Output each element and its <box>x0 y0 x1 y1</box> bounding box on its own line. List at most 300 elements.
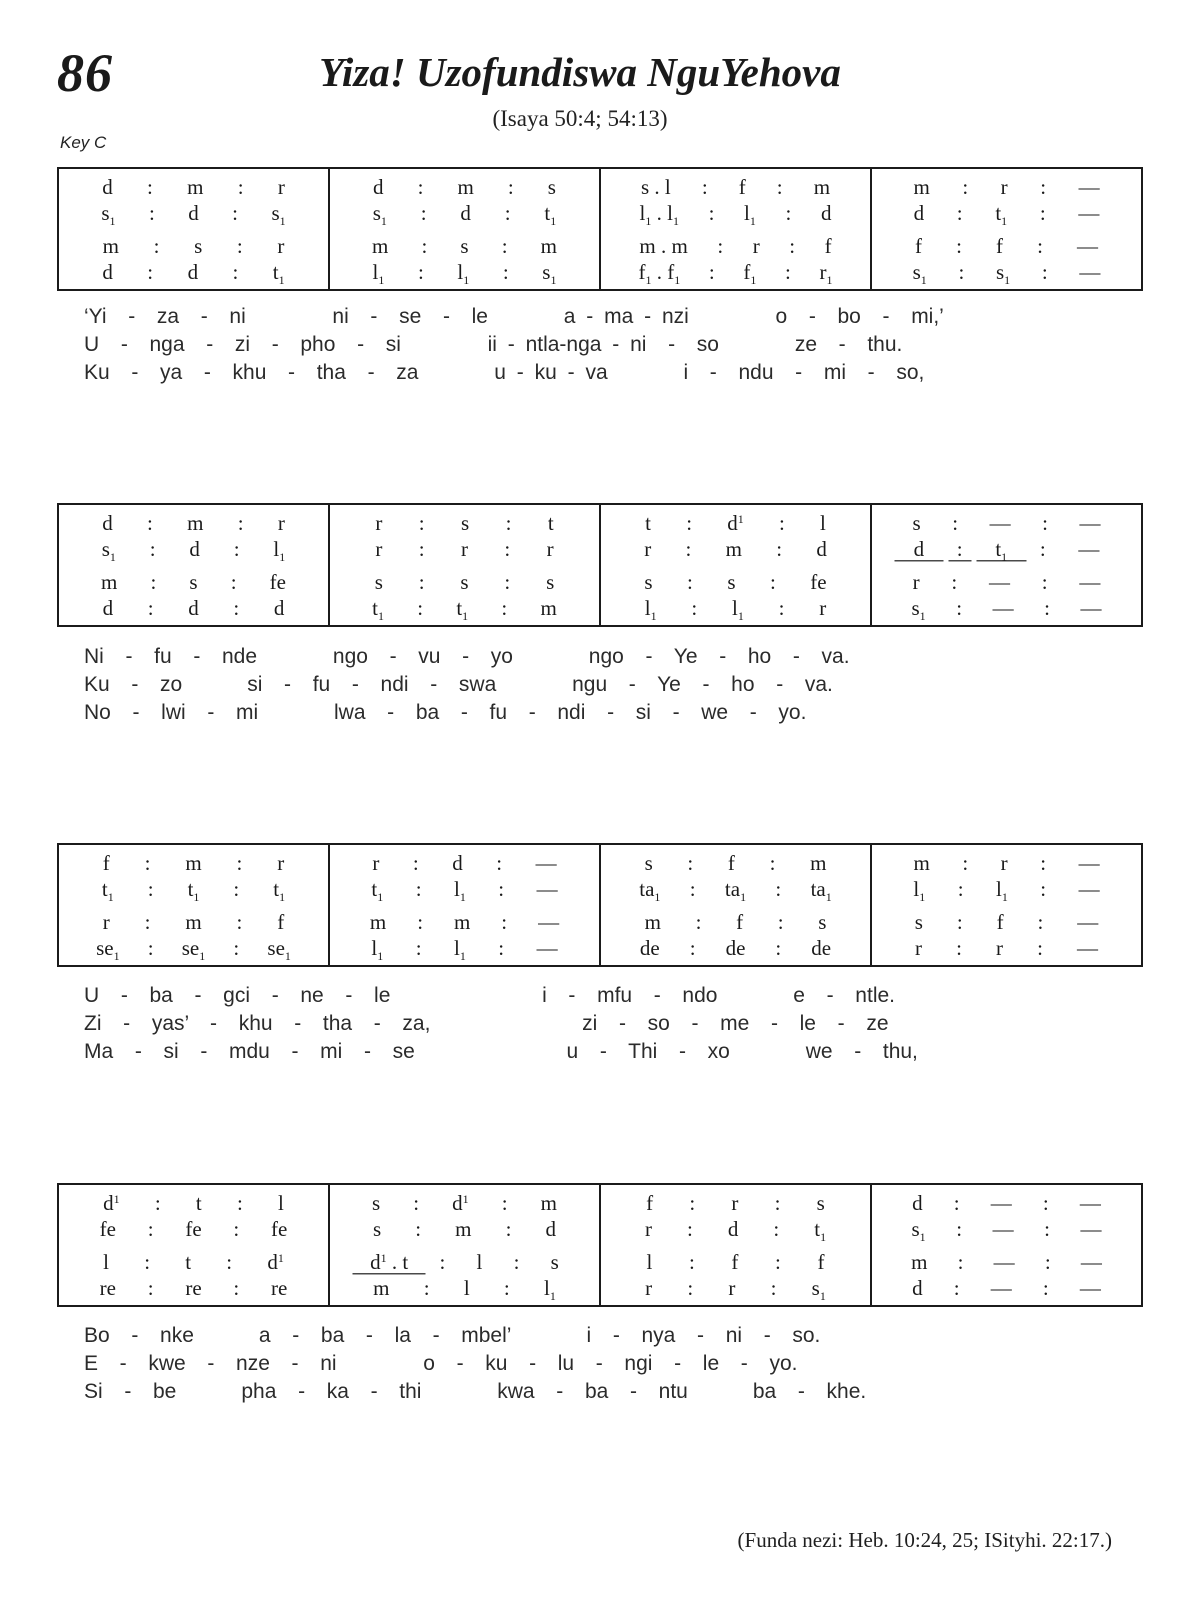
beat-colon-separator: : <box>957 1249 964 1274</box>
beat-colon-separator: : <box>1039 536 1046 561</box>
song-title: Yiza! Uzofundiswa NguYehova <box>319 49 841 95</box>
solfa-note: r <box>645 1275 653 1300</box>
soprano-row <box>892 510 1121 536</box>
beat-colon-separator: : <box>504 536 511 561</box>
solfa-note: s <box>912 510 921 535</box>
solfa-note: $l_1$ <box>913 876 926 904</box>
lyrics-block-1 <box>84 303 1154 387</box>
solfa-note: $f_1$ . $f_1$ <box>638 259 681 287</box>
beat-colon-separator: : <box>417 595 424 620</box>
solfa-note: m <box>102 233 119 258</box>
beat-colon-separator: : <box>149 536 156 561</box>
continuation-dash: — <box>1079 1190 1101 1215</box>
beat-colon-separator: : <box>233 935 240 960</box>
soprano-row <box>79 510 308 536</box>
beat-colon-separator: : <box>770 1275 777 1300</box>
tenor-row <box>621 909 850 935</box>
solfa-note: $t_1$ <box>101 876 114 904</box>
solfa-note: s <box>914 909 923 934</box>
beat-colon-separator: : <box>418 510 425 535</box>
beat-colon-separator: : <box>769 850 776 875</box>
beat-colon-separator: : <box>418 536 425 561</box>
beat-colon-separator: : <box>504 569 511 594</box>
beat-colon-separator: : <box>513 1249 520 1274</box>
bass-row <box>79 1275 308 1301</box>
solfa-note: d <box>372 174 384 199</box>
alto-row <box>350 876 579 902</box>
solfa-note: l <box>646 1249 653 1274</box>
beat-colon-separator: : <box>686 1216 693 1241</box>
measure <box>872 845 1141 965</box>
solfa-note: d <box>912 1275 923 1300</box>
solfa-note: t <box>645 510 651 535</box>
beat-colon-separator: : <box>962 850 969 875</box>
beat-colon-separator: : <box>226 1249 233 1274</box>
solfa-note: t <box>185 1249 192 1274</box>
solfa-note: $s_1$ <box>101 536 116 564</box>
solfa-note: m <box>373 1275 390 1300</box>
solfa-note: $t_1$ <box>273 876 286 904</box>
soprano-row <box>892 174 1121 200</box>
solfa-note: d <box>188 200 199 225</box>
beat-colon-separator: : <box>774 1190 781 1215</box>
beat-colon-separator: : <box>956 909 963 934</box>
beat-colon-separator: : <box>504 200 511 225</box>
solfa-note: $t_1$ <box>974 538 1029 560</box>
soprano-row <box>350 174 579 200</box>
solfa-note: $s_1$ <box>911 595 926 623</box>
solfa-note: de <box>639 935 660 960</box>
beat-colon-separator: : <box>1037 233 1043 258</box>
solfa-note: s <box>374 569 383 594</box>
tenor-row <box>621 1249 850 1275</box>
beat-colon-separator: : <box>421 233 428 258</box>
solfa-note: de <box>811 935 832 960</box>
solfa-note: s <box>189 569 198 594</box>
tenor-row <box>79 909 308 935</box>
alto-row <box>350 200 579 226</box>
continuation-dash: — <box>536 935 558 960</box>
solfa-note: m <box>187 510 204 535</box>
continuation-dash: — <box>988 569 1010 594</box>
beat-colon-separator: : <box>717 233 724 258</box>
lyric-line: No - lwi - mi lwa - ba - fu - ndi - si - we - yo. <box>84 701 807 724</box>
beat-colon-separator: : <box>501 1190 508 1215</box>
bass-row <box>350 259 579 285</box>
alto-row <box>892 876 1121 902</box>
solfa-note: $t_1$ <box>995 200 1008 228</box>
beat-colon-separator: : <box>147 259 154 284</box>
beat-colon-separator: : <box>233 536 240 561</box>
scripture-reference: (Isaya 50:4; 54:13) <box>492 106 668 131</box>
solfa-note: $d^1$ <box>103 1190 120 1215</box>
solfa-note: s <box>460 233 469 258</box>
beat-colon-separator: : <box>773 1216 780 1241</box>
bass-row <box>79 935 308 961</box>
tenor-row <box>892 909 1121 935</box>
beat-colon-separator: : <box>951 569 958 594</box>
solfa-note: $d^1$ <box>267 1249 284 1274</box>
beat-colon-separator: : <box>150 569 157 594</box>
bass-row <box>892 595 1121 621</box>
soprano-row <box>621 850 850 876</box>
solfa-note: m <box>457 174 474 199</box>
solfa-note: re <box>271 1275 288 1300</box>
solfa-note: $l_1$ <box>453 935 466 963</box>
solfa-note: de <box>725 935 746 960</box>
solfa-note: d <box>892 538 946 560</box>
continuation-dash: — <box>1079 259 1101 284</box>
solfa-note: d <box>188 595 199 620</box>
lyric-line: Ni - fu - nde ngo - vu - yo ngo - Ye - ho - va. <box>84 645 850 668</box>
beat-colon-separator: : <box>695 909 702 934</box>
measure <box>872 1185 1141 1305</box>
solfa-note: re <box>99 1275 116 1300</box>
solfa-note: m <box>810 850 827 875</box>
solfa-note: $s_1$ <box>372 200 387 228</box>
solfa-note: $se_1$ <box>96 935 120 963</box>
solfa-note: $l_1$ <box>371 935 384 963</box>
solfa-note: f <box>731 1249 739 1274</box>
solfa-note: f <box>996 909 1004 934</box>
solfa-note: m <box>540 233 557 258</box>
alto-row <box>892 200 1121 226</box>
solfa-note: f <box>727 850 735 875</box>
measure <box>330 845 601 965</box>
beat-colon-separator: : <box>1040 876 1047 901</box>
solfa-note: m <box>540 1190 557 1215</box>
beat-colon-separator: : <box>956 1216 963 1241</box>
beat-colon-separator: : <box>418 569 425 594</box>
beat-colon-separator: : <box>1037 909 1044 934</box>
continuation-dash: — <box>1078 850 1100 875</box>
beat-colon-separator: : <box>958 259 965 284</box>
solfa-note: m <box>453 909 471 934</box>
beat-colon-separator: : <box>701 174 708 199</box>
solfa-note: $l_1$ <box>644 595 657 623</box>
solfa-note: m <box>455 1216 472 1241</box>
continuation-dash: — <box>1079 1275 1101 1300</box>
soprano-row <box>621 174 850 200</box>
tenor-row <box>350 233 579 259</box>
measure <box>59 845 330 965</box>
lyric-line: Si - be pha - ka - thi kwa - ba - ntu ba - khe. <box>84 1380 867 1403</box>
soprano-row <box>621 510 850 536</box>
solfa-note: $l_1$ <box>372 259 385 287</box>
solfa-note: d <box>820 200 832 225</box>
lyric-line: Ku - ya - khu - tha - za u - ku - va i - ndu - mi - so, <box>84 361 925 384</box>
beat-colon-separator: : <box>708 259 715 284</box>
beat-colon-separator: : <box>233 876 240 901</box>
beat-colon-separator: : <box>147 1216 154 1241</box>
solfa-note: s <box>550 1249 559 1274</box>
solfa-note: s <box>644 569 653 594</box>
solfa-note: d <box>727 1216 739 1241</box>
solfa-note: $s_1$ <box>811 1275 826 1303</box>
solfa-note: r <box>752 233 760 258</box>
beat-colon-separator: : <box>232 200 239 225</box>
solfa-note: d <box>273 595 285 620</box>
alto-row <box>621 876 850 902</box>
solfa-note: r <box>996 935 1003 960</box>
solfa-note: s <box>547 174 556 199</box>
alto-row <box>79 200 308 226</box>
solfa-note: r <box>277 174 285 199</box>
beat-colon-separator: : <box>946 538 974 560</box>
solfa-note: m <box>644 909 661 934</box>
alto-row <box>79 1216 308 1242</box>
solfa-note: m <box>369 909 387 934</box>
solfa-note: l <box>476 1249 483 1274</box>
beat-colon-separator: : <box>685 536 692 561</box>
beat-colon-separator: : <box>956 200 963 225</box>
beat-colon-separator: : <box>236 233 243 258</box>
beat-colon-separator: : <box>953 1190 960 1215</box>
solfa-note: $f_1$ <box>743 259 757 287</box>
tenor-row <box>892 233 1121 259</box>
solfa-note: d <box>189 536 200 561</box>
beat-colon-separator: : <box>784 259 791 284</box>
beat-colon-separator: : <box>417 909 424 934</box>
beat-colon-separator: : <box>230 569 237 594</box>
beat-colon-separator: : <box>708 200 715 225</box>
beat-colon-separator: : <box>777 909 784 934</box>
alto-row <box>79 536 308 562</box>
solfa-note: $l_1$ <box>457 259 470 287</box>
solfa-note: m <box>101 569 118 594</box>
soprano-row <box>350 850 579 876</box>
beat-colon-separator: : <box>1042 1190 1049 1215</box>
beat-colon-separator: : <box>689 935 696 960</box>
beat-colon-separator: : <box>1042 510 1048 535</box>
solfa-note: s <box>371 1190 381 1215</box>
solfa-note: fe <box>810 569 827 594</box>
beat-colon-separator: : <box>496 850 503 875</box>
lyrics-block-4 <box>84 1322 1154 1406</box>
solfa-note: m <box>911 1249 928 1274</box>
solfa-note: s <box>194 233 203 258</box>
solfa-note: l <box>820 510 826 535</box>
soprano-row <box>350 510 579 536</box>
solfa-note: d <box>102 510 113 535</box>
soprano-row <box>621 1190 850 1216</box>
solfa-note: $ta_1$ <box>639 876 661 904</box>
continuation-dash: — <box>1078 536 1100 561</box>
beat-colon-separator: : <box>956 233 962 258</box>
beat-colon-separator: : <box>420 200 427 225</box>
solfa-note: f <box>817 1249 825 1274</box>
beat-colon-separator: : <box>237 510 244 535</box>
solfa-note: r <box>277 233 285 258</box>
solfa-note: f <box>824 233 832 258</box>
solfa-note: f <box>102 850 110 875</box>
solfa-note: $l_1$ <box>273 536 286 564</box>
solfa-note: fe <box>185 1216 202 1241</box>
beat-colon-separator: : <box>147 876 154 901</box>
measure <box>330 169 601 289</box>
continuation-dash: — <box>535 850 557 875</box>
solfa-note: f <box>915 233 922 258</box>
beat-colon-separator: : <box>1039 200 1046 225</box>
beat-colon-separator: : <box>789 233 796 258</box>
solfa-note: s <box>818 909 827 934</box>
beat-colon-separator: : <box>505 1216 512 1241</box>
solfa-note: $t_1$ <box>272 259 285 287</box>
beat-colon-separator: : <box>501 595 508 620</box>
solfa-note: l <box>463 1275 470 1300</box>
beat-colon-separator: : <box>689 876 696 901</box>
beat-colon-separator: : <box>956 935 962 960</box>
beat-colon-separator: : <box>415 1216 422 1241</box>
solfa-note: $t_1$ <box>814 1216 827 1244</box>
beat-colon-separator: : <box>1040 174 1047 199</box>
solfa-note: m <box>540 595 557 620</box>
beat-colon-separator: : <box>413 1190 420 1215</box>
tenor-row <box>79 569 308 595</box>
solfa-note: $s_1$ <box>271 200 286 228</box>
solfa-note: r <box>915 935 922 960</box>
solfa-note: $t_1$ <box>187 876 200 904</box>
solfa-note: $ta_1$ <box>810 876 832 904</box>
measure <box>601 169 872 289</box>
solfa-note: t <box>547 510 554 535</box>
solfa-note: r <box>277 510 285 535</box>
solfa-note: fe <box>269 569 286 594</box>
lyric-line: ‘Yi - za - ni ni - se - le a - ma - nzi o - bo - mi,’ <box>84 305 944 328</box>
beat-colon-separator: : <box>501 233 508 258</box>
beat-colon-separator: : <box>691 595 698 620</box>
solfa-note: $d^1$ <box>727 510 744 535</box>
solfa-note: $d^1$ <box>452 1190 469 1215</box>
solfa-note: m <box>185 909 202 934</box>
solfa-note: $s_1$ <box>912 259 927 287</box>
solfa-note: d <box>187 259 199 284</box>
alto-row <box>621 1216 850 1242</box>
continuation-dash: — <box>989 510 1011 535</box>
bass-row <box>79 595 308 621</box>
bass-row <box>621 1275 850 1301</box>
bass-row <box>892 259 1121 285</box>
solfa-note: $s_1$ <box>995 259 1011 287</box>
beat-colon-separator: : <box>689 1190 696 1215</box>
solfa-note: f <box>646 1190 654 1215</box>
beat-colon-separator: : <box>146 174 153 199</box>
beat-colon-separator: : <box>154 1190 161 1215</box>
bass-row <box>350 935 579 961</box>
bass-row <box>79 259 308 285</box>
continuation-dash: — <box>1077 233 1098 258</box>
solfa-note: m . m <box>639 233 688 258</box>
continuation-dash: — <box>992 595 1014 620</box>
beat-colon-separator: : <box>778 510 785 535</box>
beat-colon-separator: : <box>147 595 154 620</box>
bass-row <box>892 1275 1121 1301</box>
measure <box>601 1185 872 1305</box>
solfa-note: $t_1$ <box>371 876 384 904</box>
beat-colon-separator: : <box>503 1275 510 1300</box>
solfa-note: s . l <box>640 174 671 199</box>
lyric-line: Ku - zo si - fu - ndi - swa ngu - Ye - ho - va. <box>84 673 833 696</box>
footer-scripture-reference: (Funda nezi: Heb. 10:24, 25; ISityhi. 22:17.) <box>737 1528 1112 1552</box>
tenor-row <box>79 1249 308 1275</box>
beat-colon-separator: : <box>778 595 785 620</box>
beat-colon-separator: : <box>953 1275 960 1300</box>
solfa-note: l <box>103 1249 109 1274</box>
solfa-note: s <box>644 850 653 875</box>
beat-colon-separator: : <box>785 200 792 225</box>
lyric-line: Bo - nke a - ba - la - mbel’ i - nya - ni - so. <box>84 1324 821 1347</box>
beat-colon-separator: : <box>957 876 964 901</box>
beat-colon-separator: : <box>775 935 782 960</box>
tenor-row <box>350 569 579 595</box>
tenor-row <box>350 1249 579 1275</box>
solfa-note: d <box>545 1216 556 1241</box>
beat-colon-separator: : <box>233 1275 240 1300</box>
solfa-note: $se_1$ <box>267 935 291 963</box>
tenor-row <box>621 569 850 595</box>
solfa-note: s <box>727 569 736 594</box>
solfa-note: t <box>195 1190 202 1215</box>
solfa-note: r <box>277 850 285 875</box>
solfa-note: m <box>187 174 204 199</box>
beat-colon-separator: : <box>417 174 424 199</box>
solfa-note: r <box>731 1190 739 1215</box>
beat-colon-separator: : <box>417 259 424 284</box>
solfa-note: d <box>816 536 827 561</box>
solfa-note: m <box>372 233 389 258</box>
alto-row <box>892 1216 1121 1242</box>
tenor-row <box>892 1249 1121 1275</box>
alto-row <box>350 1216 579 1242</box>
beat-colon-separator: : <box>236 1190 243 1215</box>
solfa-note: $l_1$ <box>544 1275 556 1303</box>
soprano-row <box>79 174 308 200</box>
solfa-note: d <box>102 259 113 284</box>
continuation-dash: — <box>1080 595 1102 620</box>
measure <box>601 505 872 625</box>
beat-colon-separator: : <box>687 1275 694 1300</box>
measure <box>330 505 601 625</box>
solfa-note: r <box>1000 174 1008 199</box>
beat-colon-separator: : <box>775 1249 781 1274</box>
beat-colon-separator: : <box>1041 569 1048 594</box>
continuation-dash: — <box>990 1275 1012 1300</box>
solfa-note: f <box>738 174 746 199</box>
score-block-4 <box>57 1183 1143 1307</box>
solfa-note: d <box>912 1190 923 1215</box>
beat-colon-separator: : <box>1044 1249 1051 1274</box>
tenor-row <box>79 233 308 259</box>
beat-colon-separator: : <box>148 200 155 225</box>
solfa-note: $l_1$ . $l_1$ <box>639 200 679 228</box>
solfa-note: d <box>452 850 463 875</box>
beat-colon-separator: : <box>687 850 694 875</box>
measure <box>59 505 330 625</box>
alto-row <box>892 536 1121 562</box>
solfa-note: r <box>644 1216 652 1241</box>
beat-colon-separator: : <box>498 935 505 960</box>
beat-colon-separator: : <box>956 595 963 620</box>
beat-colon-separator: : <box>501 909 508 934</box>
beat-colon-separator: : <box>147 935 154 960</box>
tenor-row <box>621 233 850 259</box>
beat-colon-separator: : <box>776 174 783 199</box>
solfa-note: r <box>461 536 468 561</box>
solfa-note: $l_1$ <box>995 876 1008 904</box>
continuation-dash: — <box>993 1249 1015 1274</box>
lyric-line: U - nga - zi - pho - si ii - ntla-nga - ni - so ze - thu. <box>84 333 903 356</box>
solfa-note: $l_1$ <box>744 200 756 228</box>
